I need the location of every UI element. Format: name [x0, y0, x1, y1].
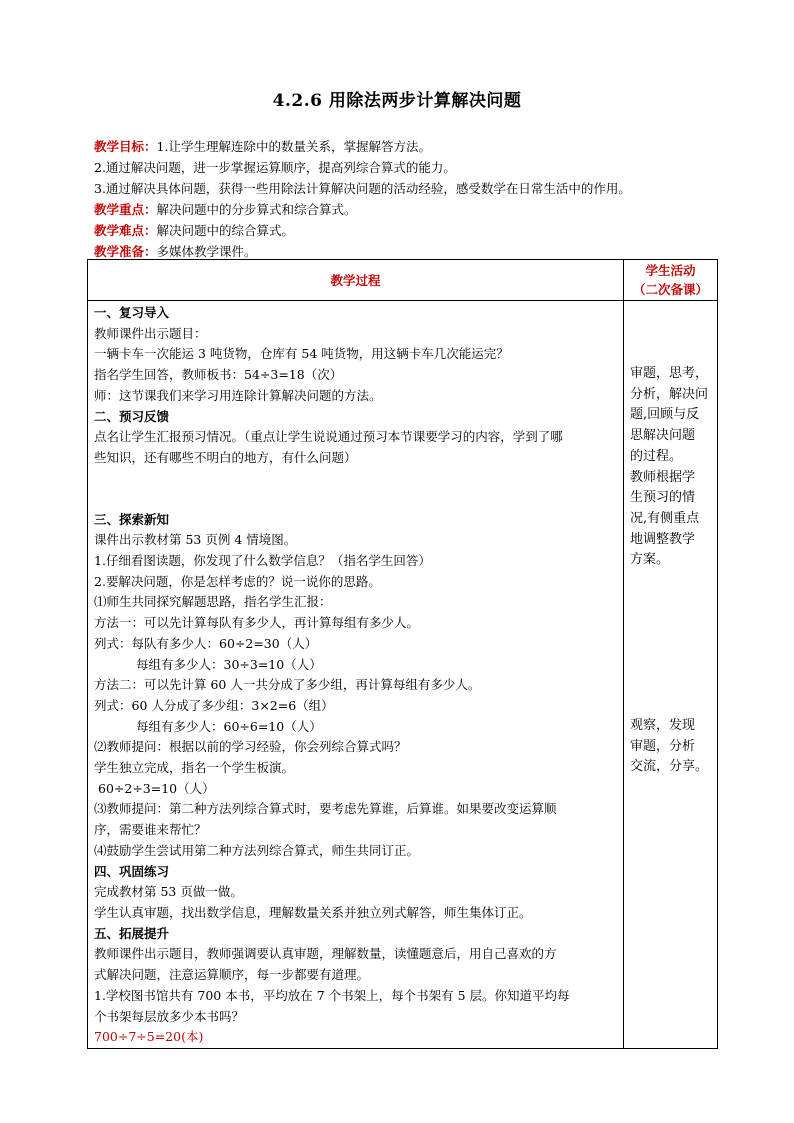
process-line: ⑴师生共同探究解题思路，指名学生汇报：	[94, 594, 332, 610]
process-line: 完成教材第 53 页做一做。	[94, 884, 243, 900]
process-line: 每组有多少人：30÷3=10（人）	[136, 656, 322, 672]
section-heading: 一、复习导入	[94, 305, 170, 320]
difficulty-text: 解决问题中的综合算式。	[156, 223, 295, 238]
side-line: 况,有侧重点	[630, 510, 700, 526]
side-line: 观察，发现	[630, 718, 696, 734]
side-line: 题,回顾与反	[630, 407, 700, 423]
side-line: 思解决问题	[630, 428, 696, 444]
side-spacer	[630, 571, 713, 716]
lesson-table	[87, 259, 718, 1049]
section-heading: 二、预习反馈	[94, 408, 170, 424]
side-line: 分析，解决问	[630, 386, 709, 402]
lesson-intro	[94, 136, 714, 262]
process-line: 序，需要谁来帮忙？	[94, 822, 207, 838]
side-spacer	[630, 301, 713, 364]
process-line: 1.仔细看图读题，你发现了什么数学信息？（指名学生回答）	[94, 553, 431, 569]
process-cell	[88, 301, 624, 1049]
process-line: 点名让学生汇报预习情况。（重点让学生说说通过预习本节课要学习的内容，学到了哪	[94, 429, 563, 445]
header-side-line-1: 学生活动	[645, 263, 696, 278]
process-line: 个书架每层放多少本书吗？	[94, 1008, 245, 1024]
process-line: 些知识，还有哪些不明白的地方，有什么问题）	[94, 449, 357, 465]
process-line: 方法一：可以先计算每队有多少人，再计算每组有多少人。	[94, 615, 420, 631]
process-line: 式解决问题，注意运算顺序，每一步都要有道理。	[94, 967, 370, 983]
side-line: 审题，分析	[630, 738, 696, 754]
side-line: 交流，分享。	[630, 759, 709, 775]
process-line: 学生认真审题，找出数学信息，理解数量关系并独立列式解答，师生集体订正。	[94, 904, 532, 920]
difficulty-line	[94, 220, 714, 241]
section-heading: 五、拓展提升	[94, 925, 170, 941]
side-line: 审题，思考，	[630, 366, 709, 381]
process-line: ⑶教师提问：第二种方法列综合算式时，要考虑先算谁，后算谁。如果要改变运算顺	[94, 801, 557, 817]
side-line: 生预习的情	[630, 490, 696, 506]
goal-line	[94, 136, 714, 157]
process-line: 教师课件出示题目，教师强调要认真审题，理解数量，读懂题意后，用自己喜欢的方	[94, 946, 557, 962]
process-line: 师：这节课我们来学习用连除计算解决问题的方法。	[94, 387, 382, 403]
process-line: 学生独立完成，指名一个学生板演。	[94, 760, 295, 776]
goal-2: 2.通过解决问题，进一步掌握运算顺序，提高列综合算式的能力。	[94, 160, 456, 175]
key-label: 教学重点：	[94, 202, 157, 217]
prep-text: 多媒体教学课件。	[156, 244, 257, 259]
process-line: 指名学生回答，教师板书：54÷3=18（次）	[94, 367, 343, 383]
process-line: 60÷2÷3=10（人）	[98, 780, 215, 796]
header-student-activity	[624, 260, 718, 301]
table-header-row	[88, 260, 718, 301]
goal-3: 3.通过解决具体问题，获得一些用除法计算解决问题的活动经验，感受数学在日常生活中的作用。	[94, 181, 631, 196]
table-body-row	[88, 301, 718, 1049]
process-line: ⑷鼓励学生尝试用第二种方法列综合算式，师生共同订正。	[94, 842, 420, 858]
process-line: 课件出示教材第 53 页例 4 情境图。	[94, 532, 297, 548]
goal-1: 1.让学生理解连除中的数量关系，掌握解答方法。	[156, 139, 431, 154]
student-activity-cell	[624, 301, 718, 1049]
side-line: 的过程。	[630, 448, 683, 464]
process-line: 列式：60 人分成了多少组：3×2=6（组）	[94, 697, 334, 713]
process-line: 教师课件出示题目：	[94, 325, 207, 341]
process-line: 方法二：可以先计算 60 人一共分成了多少组，再计算每组有多少人。	[94, 677, 481, 693]
header-process: 教学过程	[88, 260, 624, 301]
goal-label: 教学目标：	[94, 139, 157, 154]
process-line: 1.学校图书馆共有 700 本书，平均放在 7 个书架上，每个书架有 5 层。你知道平均每	[94, 987, 570, 1003]
section-heading: 四、巩固练习	[94, 863, 170, 879]
process-line: 2.要解决问题，你是怎样考虑的？说一说你的思路。	[94, 573, 381, 589]
side-line: 方案。	[630, 552, 670, 568]
page-title: 4.2.6 用除法两步计算解决问题	[272, 91, 522, 111]
section-heading: 三、探索新知	[94, 511, 170, 527]
process-line: 列式：每队有多少人：60÷2=30（人）	[94, 635, 318, 651]
process-line: 一辆卡车一次能运 3 吨货物，仓库有 54 吨货物，用这辆卡车几次能运完？	[94, 346, 509, 362]
process-line: ⑵教师提问：根据以前的学习经验，你会列综合算式吗？	[94, 739, 407, 755]
header-side-line-2: （二次备课）	[632, 282, 708, 297]
side-line: 教师根据学	[630, 469, 696, 485]
key-text: 解决问题中的分步算式和综合算式。	[156, 202, 357, 217]
answer-line: 700÷7÷5=20(本)	[94, 1029, 204, 1045]
difficulty-label: 教学难点：	[94, 223, 157, 238]
key-line	[94, 199, 714, 220]
side-line: 地调整教学	[630, 531, 696, 547]
process-line: 每组有多少人：60÷6=10（人）	[136, 718, 322, 734]
prep-label: 教学准备：	[94, 244, 157, 259]
blank-space	[94, 469, 619, 510]
